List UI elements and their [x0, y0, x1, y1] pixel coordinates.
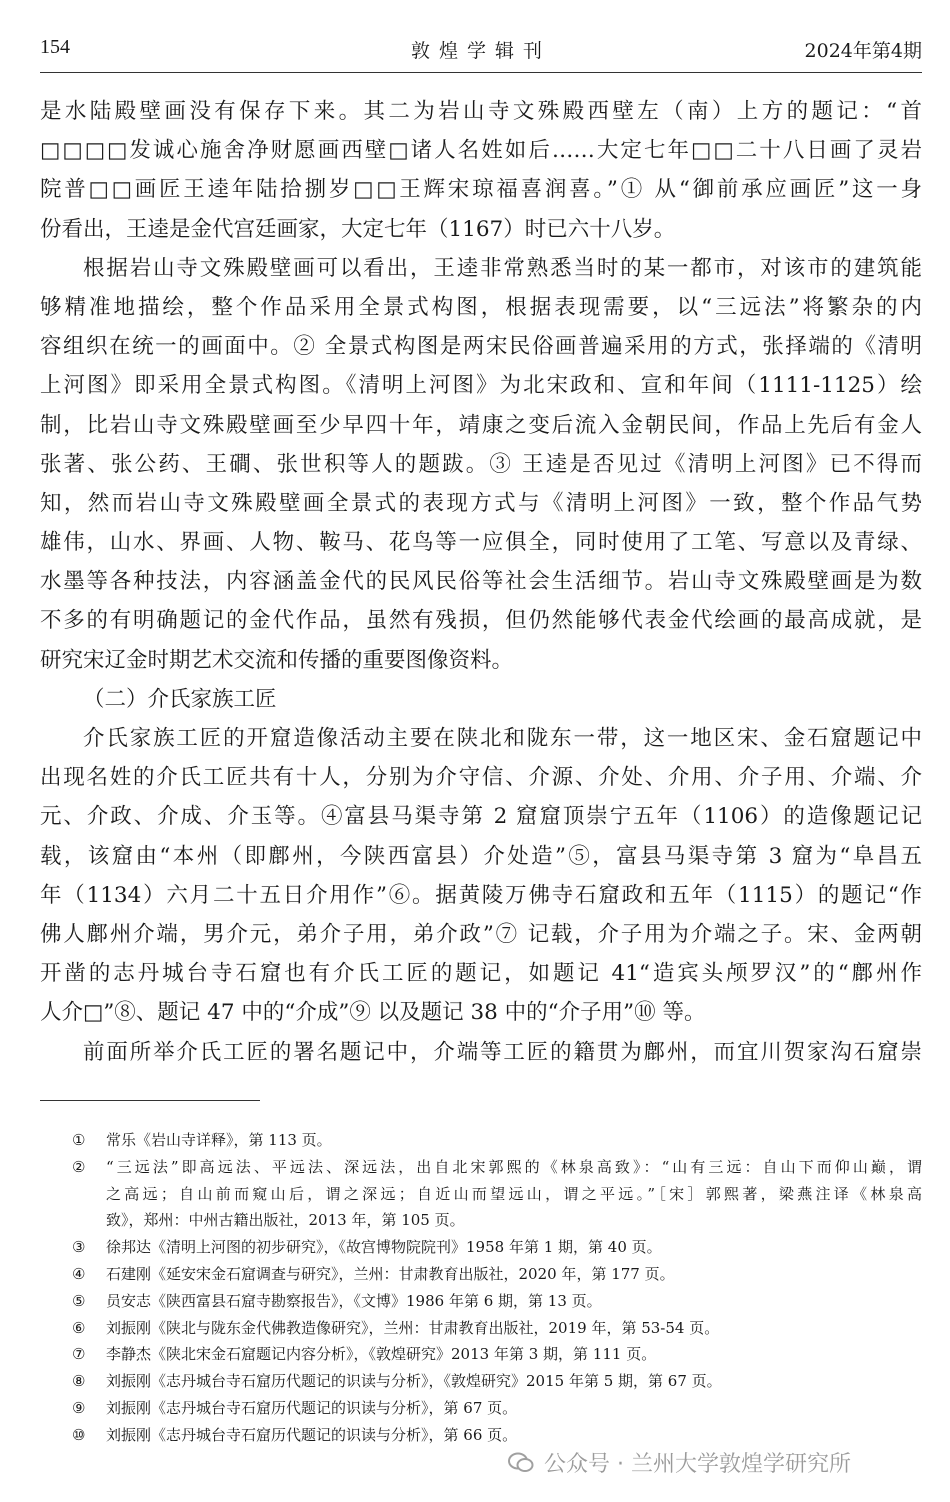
text-line: □□□□发诚心施舍净财愿画西壁□诸人名姓如后……大定七年□□二十八日画了灵岩 — [40, 138, 922, 164]
footnote-line: 刘振刚《志丹城台寺石窟历代题记的识读与分析》，《敦煌研究》2015 年第 5 期，第 67 页。 — [106, 1372, 722, 1391]
footnote-line: 刘振刚《志丹城台寺石窟历代题记的识读与分析》，第 67 页。 — [106, 1398, 518, 1417]
text-line: 人介□”⑧、题记 47 中的“介成”⑨ 以及题记 38 中的“介子用”⑩ 等。 — [40, 1000, 706, 1026]
text-line: 够精准地描绘，整个作品采用全景式构图，根据表现需要，以“三远法”将繁杂的内 — [40, 294, 922, 320]
paragraph — [40, 92, 922, 249]
body-text — [40, 92, 922, 1072]
text-line: 容组织在统一的画面中。② 全景式构图是两宋民俗画普遍采用的方式，张择端的《清明 — [40, 334, 922, 360]
section-heading — [40, 680, 922, 719]
footnotes — [72, 1127, 922, 1449]
text-line: 上河图》即采用全景式构图。《清明上河图》为北宋政和、宣和年间（1111-1125）绘 — [40, 373, 922, 399]
issue-label: 2024年第4期 — [804, 40, 922, 62]
paragraph — [40, 719, 922, 1033]
text-line: 院普□□画匠王逵年陆拾捌岁□□王辉宋琼福喜润喜。”① 从“御前承应画匠”这一身 — [40, 177, 922, 203]
text-line: 开凿的志丹城台寺石窟也有介氏工匠的题记，如题记 41“造宾头颅罗汉”的“鄜州作 — [40, 961, 922, 987]
footnote-line: 石建刚《延安宋金石窟调查与研究》，兰州：甘肃教育出版社，2020 年，第 177 页。 — [106, 1264, 675, 1283]
text-line: 份看出，王逵是金代宫廷画家，大定七年（1167）时已六十八岁。 — [40, 216, 676, 242]
text-line: 不多的有明确题记的金代作品，虽然有残损，但仍然能够代表金代绘画的最高成就，是 — [40, 608, 922, 634]
footnote — [72, 1154, 922, 1234]
text-line: （二）介氏家族工匠 — [83, 686, 277, 712]
text-line: 研究宋辽金时期艺术交流和传播的重要图像资料。 — [40, 647, 514, 673]
text-line: 出现名姓的介氏工匠共有十人，分别为介守信、介源、介处、介用、介子用、介端、介 — [40, 765, 922, 791]
text-line: 水墨等各种技法，内容涵盖金代的民风民俗等社会生活细节。岩山寺文殊殿壁画是为数 — [40, 569, 922, 595]
watermark-text: 公众号 · 兰州大学敦煌学研究所 — [544, 1452, 851, 1477]
text-line: 根据岩山寺文殊殿壁画可以看出，王逵非常熟悉当时的某一都市，对该市的建筑能 — [83, 255, 922, 281]
text-line: 雄伟，山水、界画、人物、鞍马、花鸟等一应俱全，同时使用了工笔、写意以及青绿、 — [40, 530, 922, 556]
footnote-rule — [40, 1100, 260, 1101]
text-line: 知，然而岩山寺文殊殿壁画全景式的表现方式与《清明上河图》一致，整个作品气势 — [40, 490, 922, 516]
footnote — [72, 1368, 922, 1395]
journal-title: 敦煌学辑刊 — [410, 40, 551, 62]
footnote — [72, 1261, 922, 1288]
page-number: 154 — [40, 36, 70, 58]
footnote — [72, 1234, 922, 1261]
footnote — [72, 1395, 922, 1422]
footnote-number: ⑥ — [72, 1318, 86, 1337]
text-line: 年（1134）六月二十五日介用作”⑥。据黄陵万佛寺石窟政和五年（1115）的题记“作 — [40, 882, 922, 908]
footnote-number: ① — [72, 1131, 86, 1149]
footnote-number: ② — [72, 1157, 86, 1176]
text-line: 前面所举介氏工匠的署名题记中，介端等工匠的籍贯为鄜州，而宜川贺家沟石窟崇 — [83, 1039, 922, 1065]
footnote-line: 致》，郑州：中州古籍出版社，2013 年，第 105 页。 — [106, 1211, 465, 1230]
footnote — [72, 1288, 922, 1315]
footnote-line: 李静杰《陕北宋金石窟题记内容分析》，《敦煌研究》2013 年第 3 期，第 111 页。 — [106, 1345, 657, 1364]
footnote-line: “三远法”即高远法、平远法、深远法，出自北宋郭熙的《林泉高致》：“山有三远：自山下而仰山巅，谓 — [106, 1157, 922, 1176]
footnote-number: ⑦ — [72, 1345, 86, 1364]
footnote-line: 常乐《岩山寺详释》，第 113 页。 — [106, 1131, 332, 1149]
footnote-number: ③ — [72, 1238, 86, 1257]
footnote-line: 之高远；自山前而窥山后，谓之深远；自近山而望远山，谓之平远。”［宋］郭熙著，梁燕注译《林泉高 — [106, 1184, 922, 1203]
footnote-line: 刘振刚《志丹城台寺石窟历代题记的识读与分析》，第 66 页。 — [106, 1425, 518, 1444]
text-line: 载，该窟由“本州（即鄜州，今陕西富县）介处造”⑤，富县马渠寺第 3 窟为“阜昌五 — [40, 843, 922, 869]
text-line: 是水陆殿壁画没有保存下来。其二为岩山寺文殊殿西壁左（南）上方的题记：“首 — [40, 99, 922, 124]
header-rule — [40, 72, 922, 73]
footnote-line: 员安志《陕西富县石窟寺勘察报告》，《文博》1986 年第 6 期，第 13 页。 — [106, 1291, 602, 1310]
footnote — [72, 1315, 922, 1342]
text-line: 张著、张公药、王磵、张世积等人的题跋。③ 王逵是否见过《清明上河图》已不得而 — [40, 451, 922, 477]
footnote-number: ⑩ — [72, 1425, 86, 1444]
footnote-number: ⑨ — [72, 1398, 86, 1417]
footnote — [72, 1127, 922, 1154]
footnote — [72, 1422, 922, 1449]
text-line: 元、介政、介成、介玉等。④富县马渠寺第 2 窟窟顶崇宁五年（1106）的造像题记记 — [40, 804, 922, 830]
text-line: 介氏家族工匠的开窟造像活动主要在陕北和陇东一带，这一地区宋、金石窟题记中 — [83, 726, 922, 751]
footnote-line: 徐邦达《清明上河图的初步研究》，《故宫博物院院刊》1958 年第 1 期，第 40 页。 — [106, 1238, 662, 1257]
text-line: 佛人鄜州介端，男介元，弟介子用，弟介政”⑦ 记载，介子用为介端之子。宋、金两朝 — [40, 921, 922, 947]
footnote-number: ⑧ — [72, 1372, 86, 1391]
running-header — [40, 36, 922, 66]
footnote — [72, 1341, 922, 1368]
watermark — [508, 1447, 851, 1478]
text-line: 制，比岩山寺文殊殿壁画至少早四十年，靖康之变后流入金朝民间，作品上先后有金人 — [40, 412, 922, 438]
footnote-number: ⑤ — [72, 1291, 86, 1310]
footnote-number: ④ — [72, 1264, 86, 1283]
wechat-icon — [508, 1452, 534, 1474]
paragraph — [40, 1033, 922, 1072]
paragraph — [40, 249, 922, 680]
footnote-line: 刘振刚《陕北与陇东金代佛教造像研究》，兰州：甘肃教育出版社，2019 年，第 53-54 页。 — [106, 1318, 720, 1337]
